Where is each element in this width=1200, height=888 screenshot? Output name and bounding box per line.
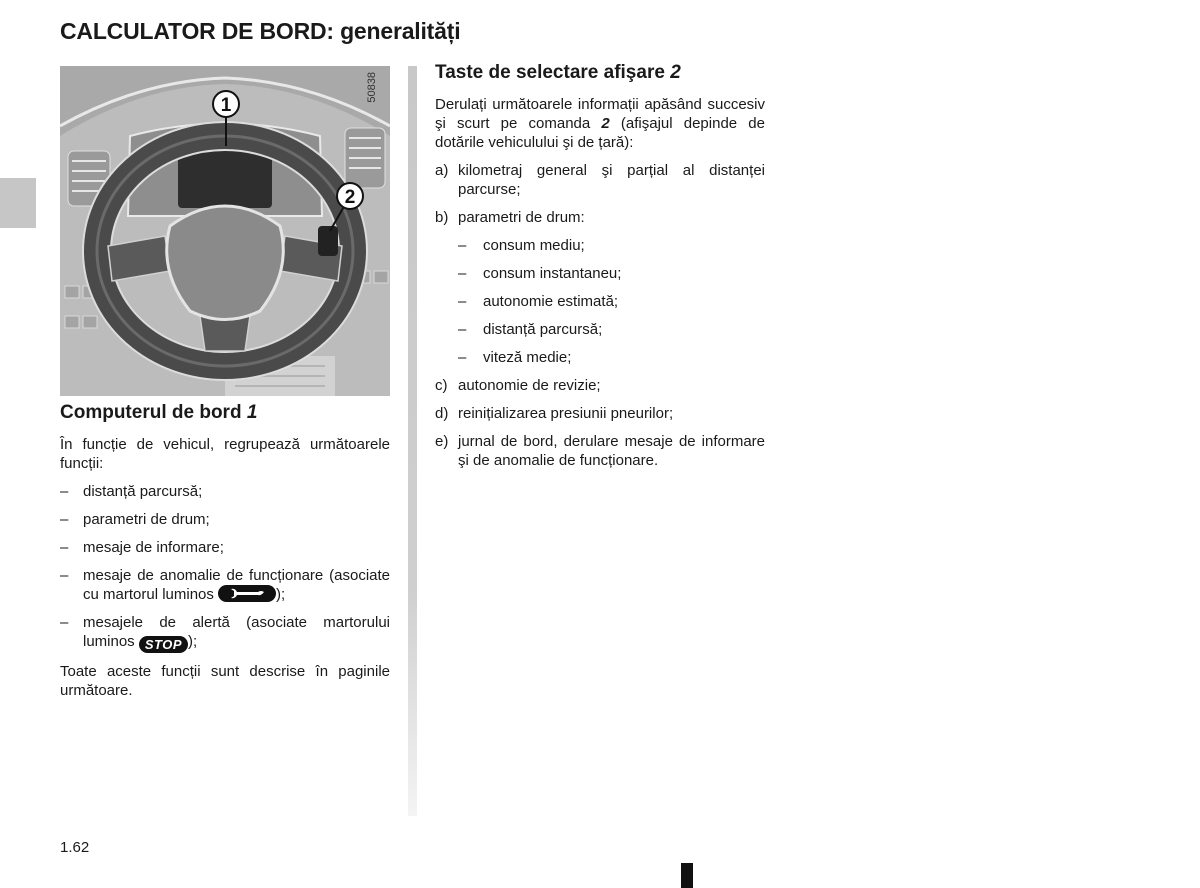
list-item: – distanță parcursă; [60,483,203,500]
info-list [435,161,765,227]
callout-2: 2 [344,187,356,208]
list-item: a) kilometraj general şi parțial al distanței parcurse; [435,162,765,198]
list-item: – autonomie estimată; [458,293,619,310]
right-column [435,62,765,479]
intro-paragraph: Derulați următoarele informații apăsând succesiv şi scurt pe comanda 2 (afişajul depinde de dotările vehiculului şi de țară): [435,96,765,151]
info-list-continued [435,376,765,470]
list-item: – viteză medie; [458,349,572,366]
list-item: – consum instantaneu; [458,265,622,282]
intro-paragraph: În funcție de vehicul, regrupează următoarele funcții: [60,436,390,472]
list-item: d) reinițializarea presiunii pneurilor; [435,405,674,422]
functions-list [60,482,390,653]
list-item: b) parametri de drum: [435,209,585,226]
section-tab [0,178,36,228]
stop-warning-icon: STOP [139,636,188,653]
steering-wheel-illustration [60,66,390,396]
page-title: CALCULATOR DE BORD: generalități [60,18,461,44]
heading-number: 1 [246,402,258,423]
print-mark [681,863,693,888]
list-item: e) jurnal de bord, derulare mesaje de informare şi de anomalie de funcționare. [435,433,765,469]
page-number: 1.62 [60,839,90,856]
list-item: – mesajele de alertă (asociate martorului luminos STOP ); [60,614,390,652]
list-item: – consum mediu; [458,237,585,254]
left-column [60,402,390,709]
driving-parameters-list [435,236,765,367]
list-item: – parametri de drum; [60,511,210,528]
outro-paragraph: Toate aceste funcții sunt descrise în paginile următoare. [60,663,390,699]
section-heading-display-keys: Taste de selectare afişare 2 [435,62,681,83]
list-item: – mesaje de informare; [60,539,224,556]
list-item: c) autonomie de revizie; [435,377,601,394]
column-divider [408,66,417,816]
callout-1: 1 [220,95,232,116]
heading-number: 2 [670,62,681,83]
section-heading-onboard-computer: Computerul de bord 1 [60,402,258,423]
list-item: – distanță parcursă; [458,321,603,338]
list-item: – mesaje de anomalie de funcționare (asociate cu martorul luminos ); [60,567,390,603]
figure-code: 50838 [366,72,378,103]
wrench-warning-icon [218,585,276,602]
steering-wheel-drawing [60,66,390,396]
